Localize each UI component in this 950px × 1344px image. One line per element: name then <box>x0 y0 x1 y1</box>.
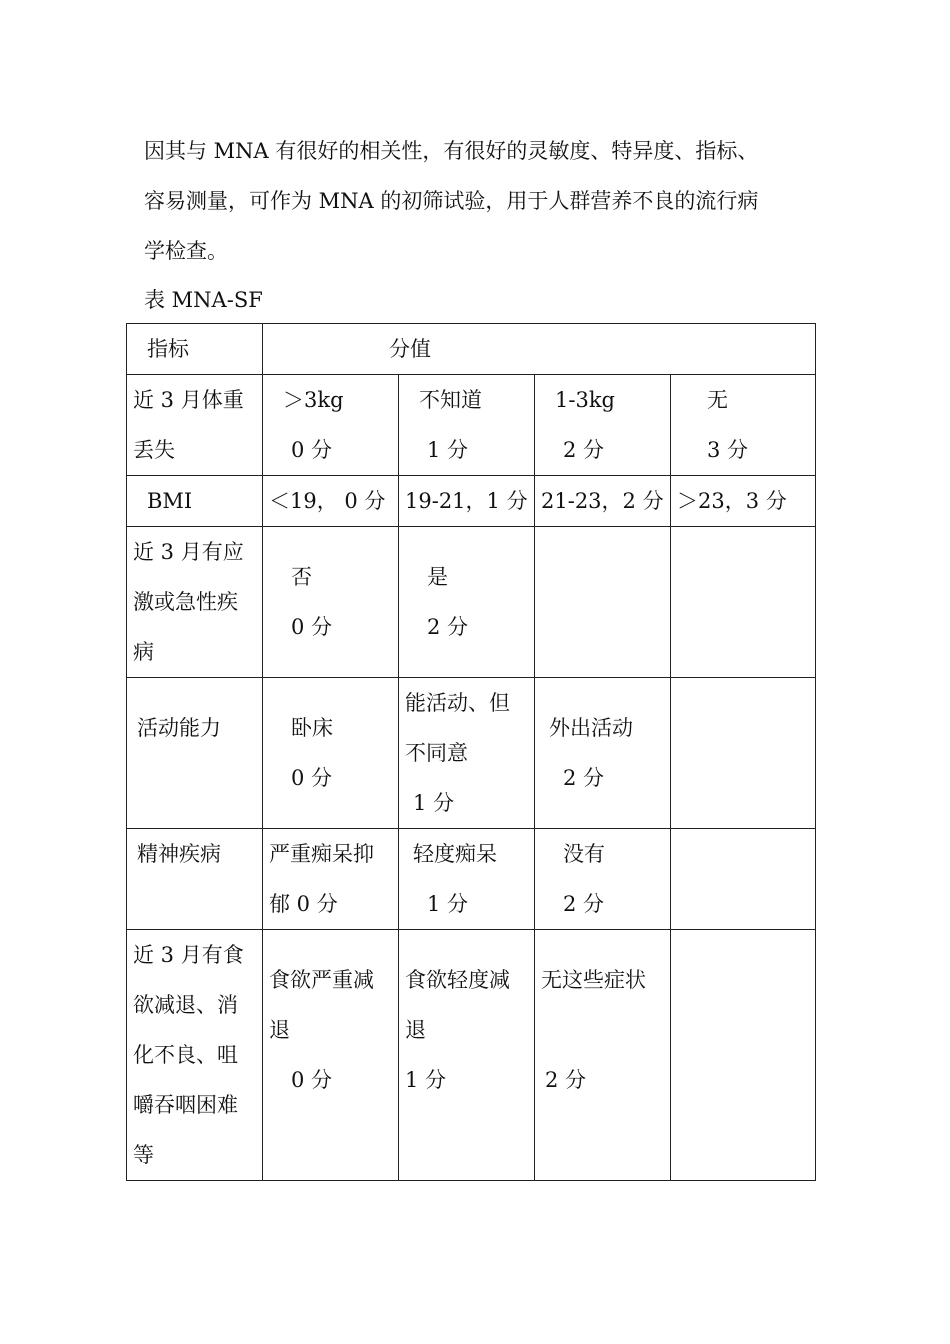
score-cell <box>399 930 535 1181</box>
score-line: 1 分 <box>427 438 469 462</box>
score-line: 外出活动 <box>549 716 633 740</box>
indicator-line: 精神疾病 <box>137 842 221 866</box>
score-line: 能活动、但 <box>405 691 510 715</box>
score-line: 严重痴呆抑 <box>269 842 374 866</box>
table-row-appetite <box>127 930 816 1181</box>
indicator-line: 等 <box>133 1143 154 1167</box>
indicator-line: 近 3 月有食 <box>133 943 244 967</box>
score-line: 无 <box>707 388 728 412</box>
score-cell <box>263 476 399 527</box>
score-line: 1-3kg <box>555 388 615 412</box>
score-line: 2 分 <box>563 892 605 916</box>
indicator-line: 病 <box>133 640 154 664</box>
score-line: 0 分 <box>291 766 333 790</box>
mna-sf-table <box>126 323 816 1181</box>
header-score-cell <box>263 324 816 375</box>
indicator-line: 近 3 月体重 <box>133 388 244 412</box>
score-line: 不知道 <box>419 388 482 412</box>
score-cell <box>399 678 535 829</box>
score-line: 不同意 <box>405 741 468 765</box>
table-row-weight-loss <box>127 375 816 476</box>
score-cell <box>671 375 816 476</box>
score-cell <box>535 678 671 829</box>
header-indicator-cell <box>127 324 263 375</box>
score-cell <box>399 375 535 476</box>
indicator-cell <box>127 930 263 1181</box>
score-cell <box>263 829 399 930</box>
score-line: 是 <box>427 565 448 589</box>
score-line: 否 <box>291 565 312 589</box>
indicator-cell <box>127 527 263 678</box>
score-cell <box>535 476 671 527</box>
score-line: 没有 <box>563 842 605 866</box>
empty-cell <box>671 829 816 930</box>
empty-cell <box>535 527 671 678</box>
indicator-line: 欲减退、消 <box>133 993 238 1017</box>
empty-cell <box>671 930 816 1181</box>
indicator-cell <box>127 678 263 829</box>
table-row-mental-illness <box>127 829 816 930</box>
score-line: 0 分 <box>291 438 333 462</box>
table-caption: 表 MNA-SF <box>144 288 263 312</box>
score-line: 2 分 <box>545 1068 587 1092</box>
score-line: 退 <box>405 1018 426 1042</box>
score-line: 食欲严重减 <box>269 968 374 992</box>
score-cell <box>399 476 535 527</box>
score-cell <box>399 829 535 930</box>
score-line: 1 分 <box>405 1068 447 1092</box>
indicator-line: 活动能力 <box>137 716 221 740</box>
indicator-line: 化不良、咀 <box>133 1043 238 1067</box>
indicator-cell <box>127 375 263 476</box>
score-line <box>541 1005 664 1055</box>
score-line: 1 分 <box>413 791 455 815</box>
score-cell <box>263 375 399 476</box>
score-cell <box>535 930 671 1181</box>
score-line: 0 分 <box>291 615 333 639</box>
score-line: ＞3kg <box>283 388 344 412</box>
score-line: 退 <box>269 1018 290 1042</box>
indicator-line: 丢失 <box>133 438 175 462</box>
score-line: 2 分 <box>563 438 605 462</box>
table-header-row <box>127 324 816 375</box>
score-line: 3 分 <box>707 438 749 462</box>
score-line: 卧床 <box>291 716 333 740</box>
table-row-bmi <box>127 476 816 527</box>
header-indicator-label: 指标 <box>147 337 189 361</box>
score-cell <box>263 527 399 678</box>
table-row-acute-disease <box>127 527 816 678</box>
score-cell <box>535 829 671 930</box>
score-line: ＞23，3 分 <box>677 489 787 513</box>
score-line: 2 分 <box>427 615 469 639</box>
empty-cell <box>671 678 816 829</box>
intro-line: 学检查。 <box>144 239 228 263</box>
score-line: 轻度痴呆 <box>413 842 497 866</box>
score-line: 无这些症状 <box>541 968 646 992</box>
indicator-line: 近 3 月有应 <box>133 540 244 564</box>
score-line: 食欲轻度减 <box>405 968 510 992</box>
table-row-mobility <box>127 678 816 829</box>
score-line: ＜19， 0 分 <box>269 489 386 513</box>
indicator-cell <box>127 829 263 930</box>
intro-line: 容易测量，可作为 MNA 的初筛试验，用于人群营养不良的流行病 <box>144 189 759 213</box>
score-cell <box>535 375 671 476</box>
indicator-cell <box>127 476 263 527</box>
score-cell <box>263 930 399 1181</box>
empty-cell <box>671 527 816 678</box>
indicator-line: BMI <box>147 489 193 513</box>
indicator-line: 嚼吞咽困难 <box>133 1093 238 1117</box>
header-score-label: 分值 <box>389 337 431 361</box>
score-line: 21-23，2 分 <box>541 489 664 513</box>
score-line: 2 分 <box>563 766 605 790</box>
score-cell <box>263 678 399 829</box>
indicator-line: 激或急性疾 <box>133 590 238 614</box>
intro-line: 因其与 MNA 有很好的相关性，有很好的灵敏度、特异度、指标、 <box>144 139 759 163</box>
score-line: 郁 0 分 <box>269 892 338 916</box>
score-line: 1 分 <box>427 892 469 916</box>
score-cell <box>399 527 535 678</box>
score-line: 19-21，1 分 <box>405 489 528 513</box>
score-cell <box>671 476 816 527</box>
score-line: 0 分 <box>291 1068 333 1092</box>
intro-paragraph <box>144 126 824 276</box>
